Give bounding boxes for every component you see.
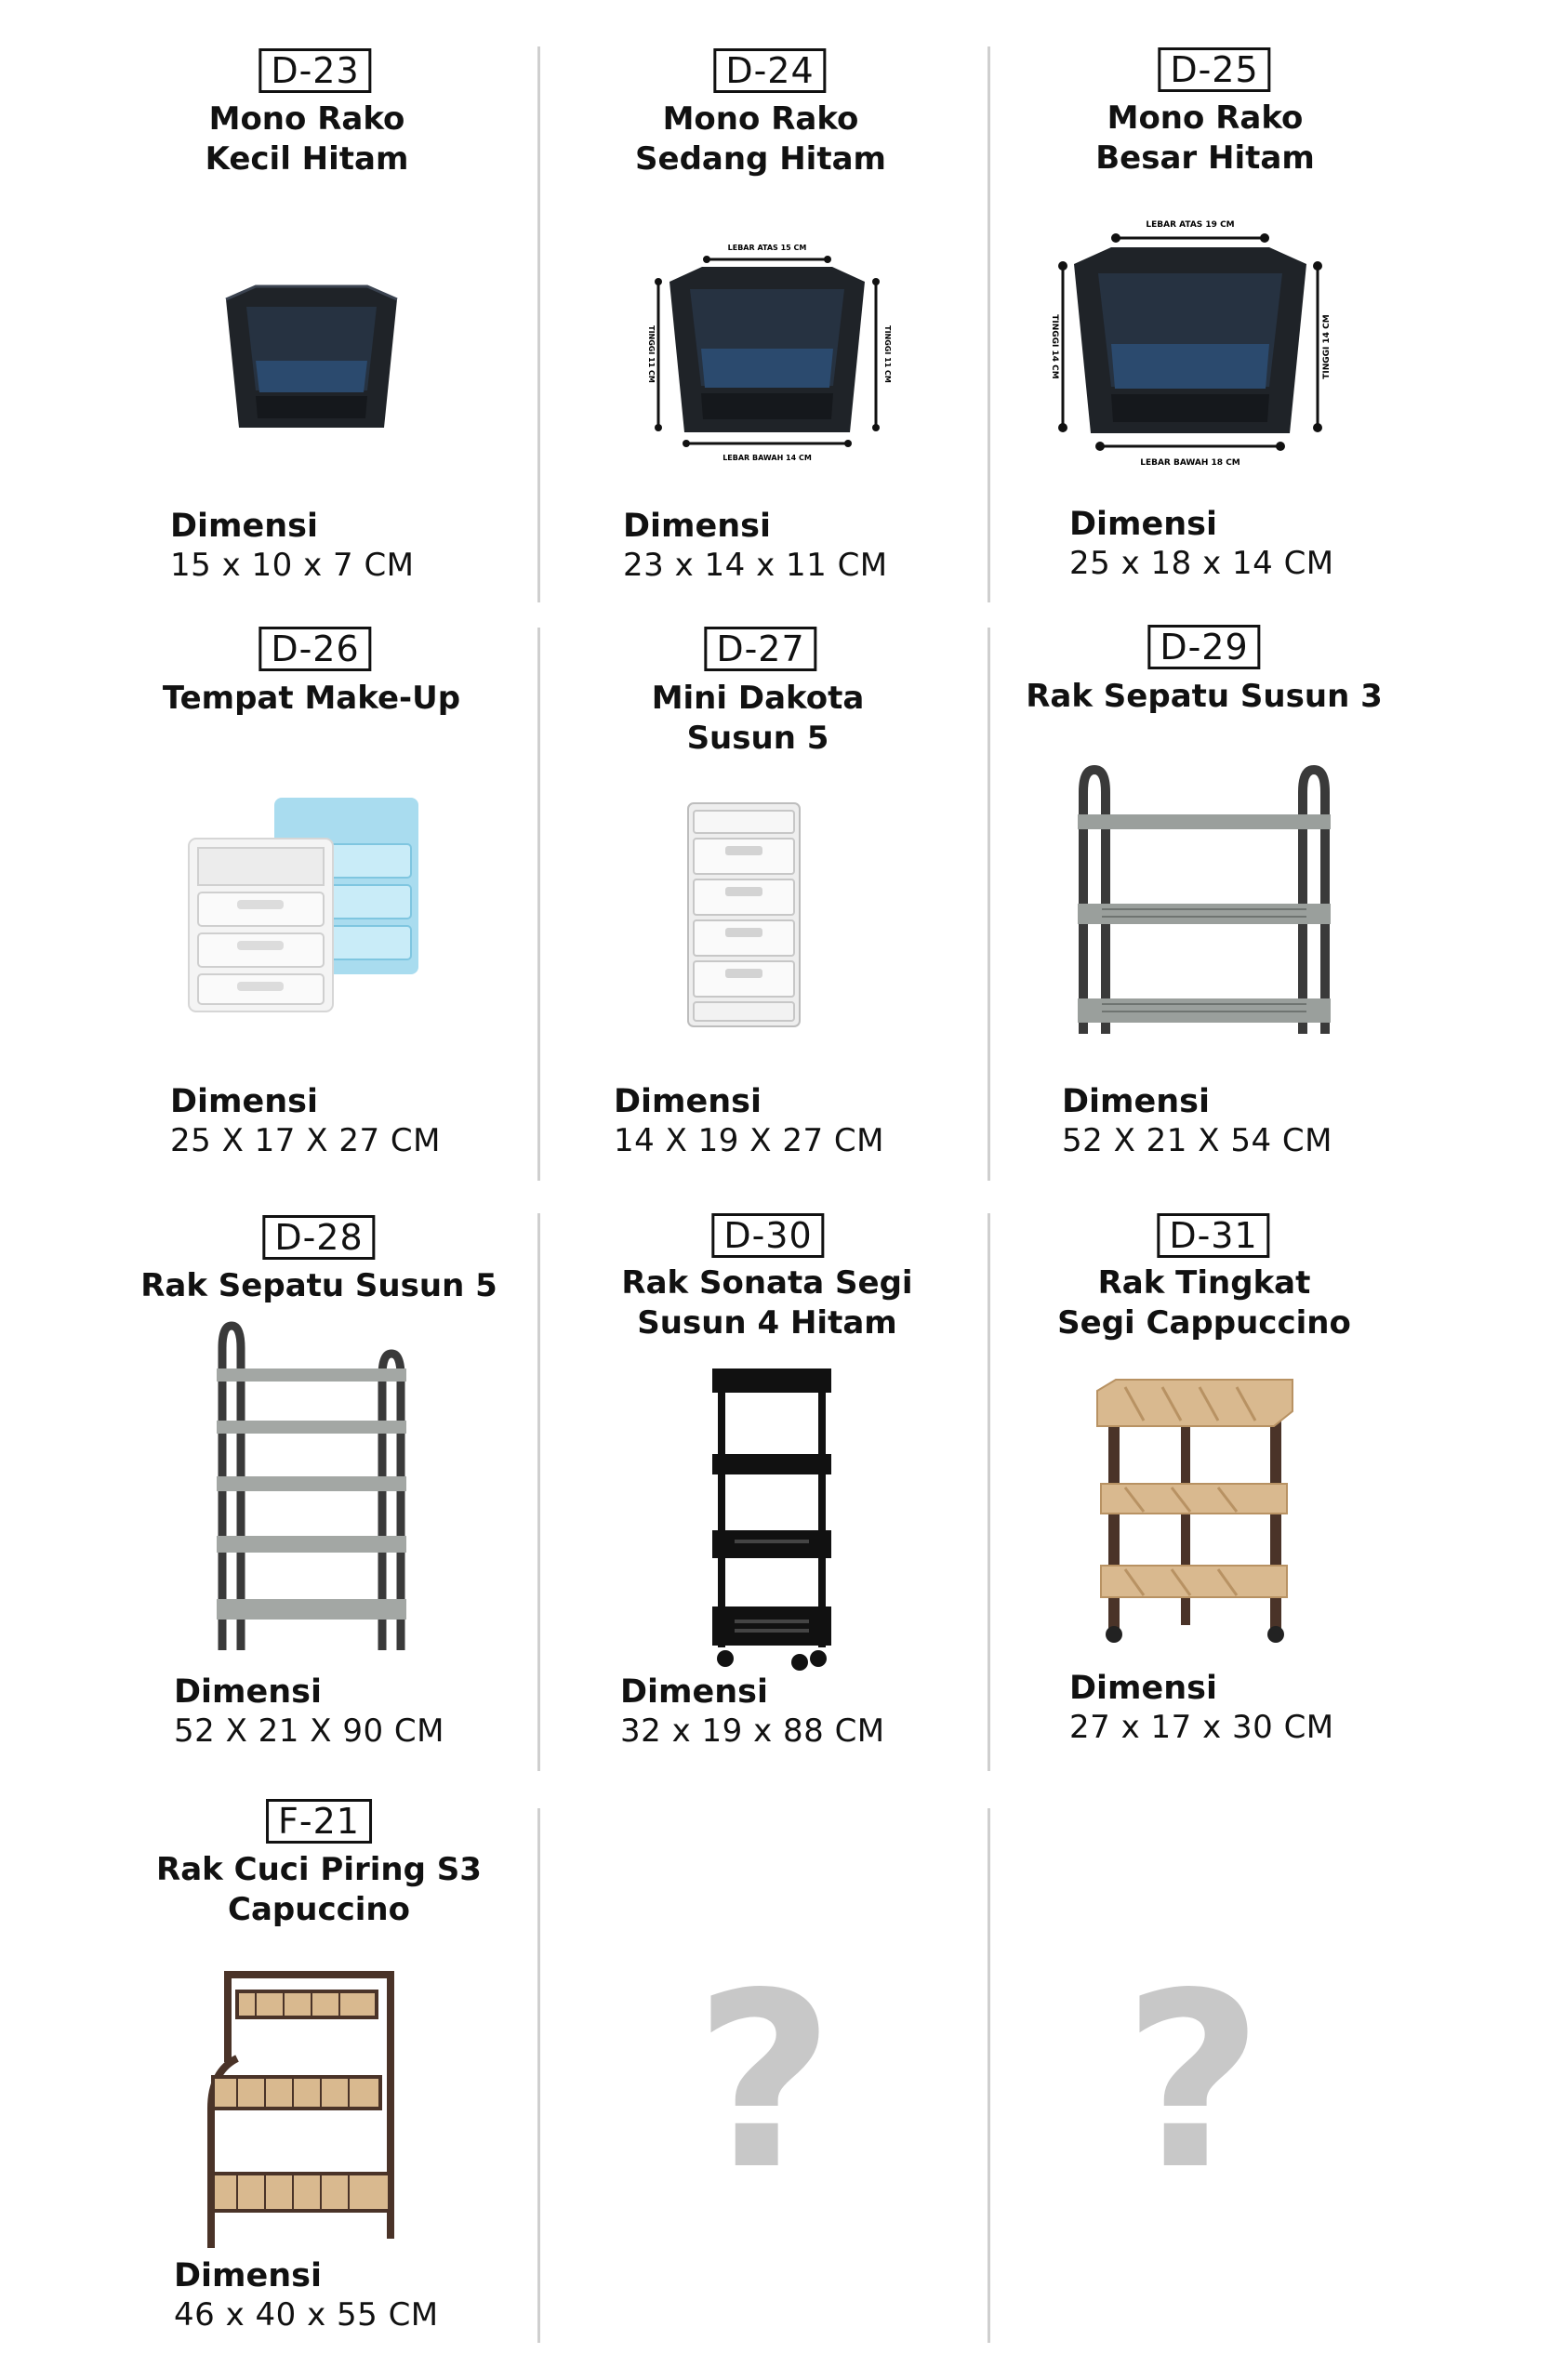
dimension-value: 52 X 21 X 90 CM <box>174 1712 444 1750</box>
dimension-label: Dimensi <box>1062 1083 1211 1120</box>
product-name <box>163 679 460 719</box>
product-name-line1: Rak Sepatu Susun 5 <box>140 1267 497 1304</box>
column-divider <box>988 1808 990 2343</box>
column-divider <box>988 628 990 1181</box>
product-code: D-30 <box>711 1213 824 1258</box>
dimension-value: 23 x 14 x 11 CM <box>623 547 888 584</box>
product-image <box>1088 1374 1302 1644</box>
product-name-line2: Sedang Hitam <box>635 140 886 178</box>
annotation-left: TINGGI 11 CM <box>647 325 656 383</box>
product-name-line1: Rak Cuci Piring S3 <box>156 1851 482 1888</box>
product-name-line1: Rak Sonata Segi <box>621 1264 913 1302</box>
dimension-value: 14 X 19 X 27 CM <box>614 1122 884 1159</box>
product-image <box>181 788 428 1016</box>
product-name <box>1095 99 1315 178</box>
dimension-value: 25 x 18 x 14 CM <box>1069 545 1334 582</box>
product-image <box>219 279 404 437</box>
column-divider <box>537 1213 540 1771</box>
product-name-line2: Kecil Hitam <box>205 140 409 178</box>
dimension-label: Dimensi <box>614 1083 762 1120</box>
product-code: D-26 <box>258 627 371 671</box>
dimension-value: 52 X 21 X 54 CM <box>1062 1122 1332 1159</box>
dimension-label: Dimensi <box>170 508 319 545</box>
annotation-right: TINGGI 11 CM <box>883 325 892 383</box>
product-name <box>1026 677 1383 717</box>
product-name-line1: Mono Rako <box>208 100 405 138</box>
product-name-line2: Capuccino <box>228 1891 410 1928</box>
product-name-line1: Rak Tingkat <box>1097 1264 1311 1302</box>
annotation-bottom: LEBAR BAWAH 18 CM <box>1140 458 1240 468</box>
product-name-line2: Segi Cappuccino <box>1057 1304 1351 1342</box>
product-code: D-25 <box>1158 47 1270 92</box>
annotation-top: LEBAR ATAS 19 CM <box>1146 220 1235 230</box>
product-name <box>652 679 865 759</box>
product-code: D-24 <box>713 48 826 93</box>
annotation-left: TINGGI 14 CM <box>1050 314 1059 379</box>
dimension-label: Dimensi <box>623 508 772 545</box>
dimension-value: 32 x 19 x 88 CM <box>620 1712 885 1750</box>
column-divider <box>537 1808 540 2343</box>
dimension-label: Dimensi <box>174 2257 323 2294</box>
dimension-value: 27 x 17 x 30 CM <box>1069 1709 1334 1746</box>
dimension-label: Dimensi <box>174 1673 323 1711</box>
dimension-label: Dimensi <box>1069 506 1218 543</box>
product-image <box>679 798 809 1035</box>
product-name <box>635 99 886 179</box>
product-name <box>1057 1263 1351 1343</box>
product-image <box>209 1320 414 1659</box>
product-name-line1: Mono Rako <box>662 100 859 138</box>
product-name-line1: Mini Dakota <box>651 680 865 717</box>
product-image <box>200 1969 418 2257</box>
dimension-value: 15 x 10 x 7 CM <box>170 547 415 584</box>
product-name-line2: Susun 4 Hitam <box>637 1304 897 1342</box>
product-code: D-27 <box>704 627 816 671</box>
dimension-label: Dimensi <box>170 1083 319 1120</box>
product-name <box>621 1263 912 1343</box>
product-name-line2: Besar Hitam <box>1095 139 1315 177</box>
product-name-line1: Rak Sepatu Susun 3 <box>1026 678 1383 715</box>
annotation-top: LEBAR ATAS 15 CM <box>727 244 807 252</box>
product-image <box>1046 212 1334 472</box>
column-divider <box>988 1213 990 1771</box>
product-image <box>1065 764 1344 1043</box>
product-image <box>642 237 893 469</box>
product-name <box>205 99 409 179</box>
column-divider <box>537 628 540 1181</box>
product-name-line2: Susun 5 <box>686 720 829 757</box>
product-code: F-21 <box>266 1799 372 1844</box>
question-mark-placeholder: ? <box>1122 1942 1264 2223</box>
annotation-right: TINGGI 14 CM <box>1322 314 1332 379</box>
dimension-value: 25 X 17 X 27 CM <box>170 1122 441 1159</box>
product-code: D-28 <box>262 1215 375 1260</box>
dimension-label: Dimensi <box>1069 1670 1218 1707</box>
dimension-label: Dimensi <box>620 1673 769 1711</box>
product-code: D-31 <box>1157 1213 1269 1258</box>
product-name-line1: Mono Rako <box>1107 99 1304 137</box>
column-divider <box>988 46 990 602</box>
product-name <box>156 1850 482 1930</box>
product-image <box>707 1363 837 1674</box>
column-divider <box>537 46 540 602</box>
dimension-value: 46 x 40 x 55 CM <box>174 2296 439 2334</box>
product-name-line1: Tempat Make-Up <box>162 680 461 717</box>
question-mark-placeholder: ? <box>694 1942 835 2223</box>
annotation-bottom: LEBAR BAWAH 14 CM <box>722 454 812 462</box>
product-code: D-29 <box>1147 625 1260 669</box>
product-code: D-23 <box>258 48 371 93</box>
product-name <box>140 1266 497 1306</box>
